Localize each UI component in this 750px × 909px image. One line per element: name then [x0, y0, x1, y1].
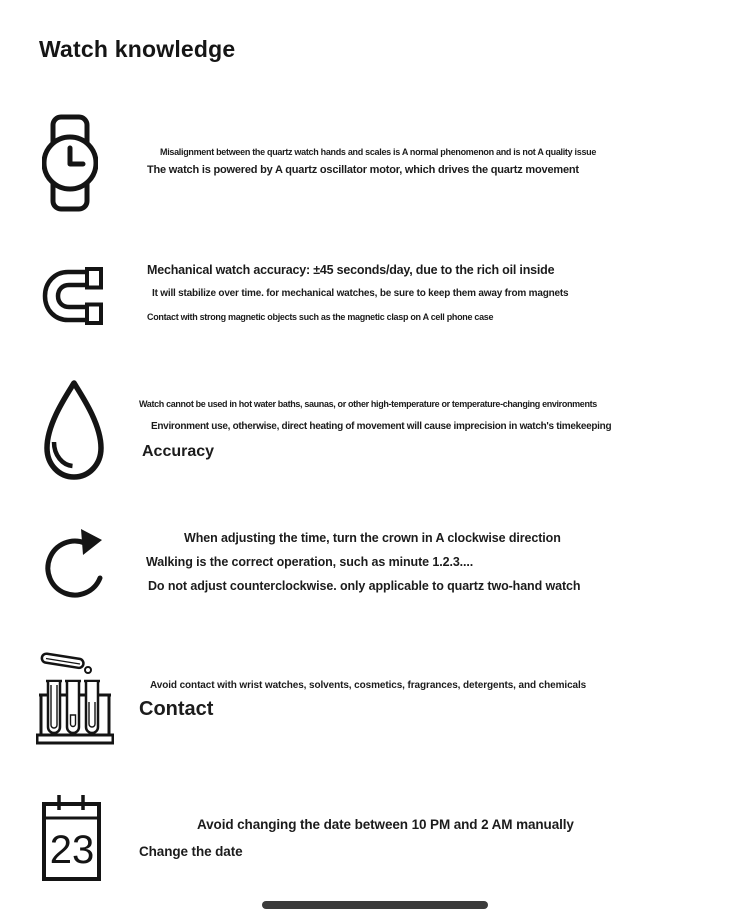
watch-icon — [42, 114, 98, 212]
quartz-motor-text: The watch is powered by A quartz oscillator motor, which drives the quartz movement — [147, 164, 579, 176]
water-drop-icon — [41, 379, 107, 482]
calendar-icon — [40, 793, 103, 883]
chemical-contact-text: Avoid contact with wrist watches, solvents, cosmetics, fragrances, detergents, and chemicals — [150, 680, 587, 691]
contact-heading: Contact — [139, 698, 214, 720]
accuracy-heading: Accuracy — [142, 443, 215, 460]
chemicals-icon — [36, 647, 114, 745]
magnet-icon — [42, 266, 104, 326]
crown-clockwise-text: When adjusting the time, turn the crown in A clockwise direction — [184, 531, 561, 545]
date-change-warning-text: Avoid changing the date between 10 PM and 2 AM manually — [197, 817, 574, 832]
home-indicator-bar[interactable] — [262, 901, 488, 909]
counterclockwise-warning-text: Do not adjust counterclockwise. only applicable to quartz two-hand watch — [148, 579, 581, 593]
hot-water-warning-note: Watch cannot be used in hot water baths, saunas, or other high-temperature or temperature-changing environments — [139, 399, 597, 409]
walking-operation-text: Walking is the correct operation, such as minute 1.2.3.... — [146, 555, 474, 569]
calendar-day-number: 23 — [49, 828, 95, 872]
magnet-warning-text: It will stabilize over time. for mechanical watches, be sure to keep them away from magnets — [152, 288, 569, 299]
mechanical-accuracy-text: Mechanical watch accuracy: ±45 seconds/day, due to the rich oil inside — [147, 263, 555, 277]
page-title: Watch knowledge — [39, 36, 236, 62]
rotate-clockwise-icon — [39, 522, 109, 608]
quartz-misalignment-note: Misalignment between the quartz watch hands and scales is A normal phenomenon and is not A quality issue — [160, 147, 597, 157]
heat-imprecision-text: Environment use, otherwise, direct heating of movement will cause imprecision in watch's timekeeping — [151, 421, 612, 432]
change-date-heading: Change the date — [139, 844, 243, 859]
magnetic-contact-note: Contact with strong magnetic objects such as the magnetic clasp on A cell phone case — [147, 312, 494, 322]
